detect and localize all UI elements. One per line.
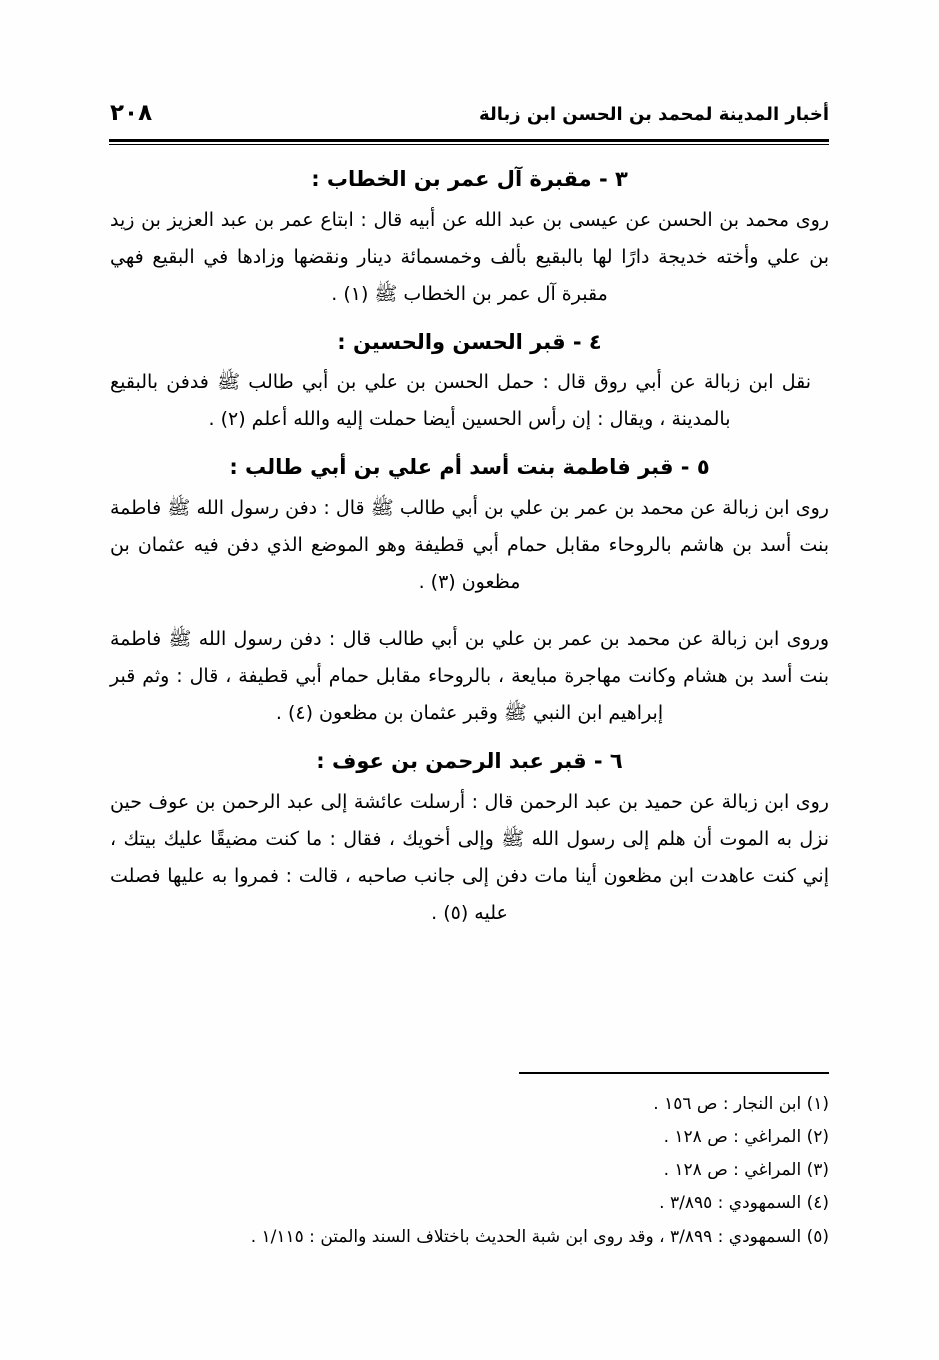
section-6-paragraph-1: روى ابن زبالة عن حميد بن عبد الرحمن قال : أرسلت عائشة إلى عبد الرحمن بن عوف حين نزل به الموت أن هلم إلى رسول الله ﷺ وإلى أخويك ، فقال : ما كنت مضيقًا عليك بيتك ، إني كنت عاهدت ابن مظعون أينا مات دفن إلى جانب صاحبه ، قالت : فمروا به عليها فصلت عليه (٥) . (110, 790, 829, 924)
footnote-item: (٥) السمهودي : ٣/٨٩٩ ، وقد روى ابن شبة الحديث باختلاف السند والمتن : ١/١١٥ . (250, 1226, 829, 1247)
body-text-area (108, 162, 831, 938)
header-divider-rule (109, 139, 829, 145)
section-5-paragraph-1: روى ابن زبالة عن محمد بن عمر بن علي بن أبي طالب ﷺ قال : دفن رسول الله ﷺ فاطمة بنت أسد بن هاشم بالروحاء مقابل حمام أبي قطيفة وهو الموضع الذي دفن فيه عثمان بن مظعون (٣) . (110, 496, 829, 593)
footnote-item: (١) ابن النجار : ص ١٥٦ . (653, 1094, 829, 1114)
section-3-paragraph-1: روى محمد بن الحسن عن عيسى بن عبد الله عن أبيه قال : ابتاع عمر بن عبد العزيز بن زيد بن علي وأخته خديجة دارًا لها بالبقيع بألف وخمسمائة دينار ونقضها وزادها في البقيع فهي مقبرة آل عمر بن الخطاب ﷺ (١) . (110, 208, 829, 305)
section-heading-3: ٣ - مقبرة آل عمر بن الخطاب : (311, 167, 628, 191)
footnote-divider-rule (519, 1072, 829, 1074)
section-heading-6: ٦ - قبر عبد الرحمن بن عوف : (316, 749, 623, 774)
footnote-item: (٢) المراغي : ص ١٢٨ . (663, 1127, 829, 1148)
footnotes-block (108, 1088, 829, 1254)
section-4-paragraph-1: نقل ابن زبالة عن أبي روق قال : حمل الحسن بن علي بن أبي طالب ﷺ فدفن بالبقيع بالمدينة ، ويقال : إن رأس الحسين أيضا حملت إليه والله أعلم (٢) . (110, 371, 811, 431)
footnote-item: (٣) المراغي : ص ١٢٨ . (663, 1160, 829, 1181)
section-heading-5: ٥ - قبر فاطمة بنت أسد أم علي بن أبي طالب : (229, 455, 710, 480)
running-header (110, 100, 829, 126)
page-number: ٢٠٨ (110, 100, 153, 126)
section-heading-4: ٤ - قبر الحسن والحسين : (337, 329, 602, 354)
footnote-item: (٤) السمهودي : ٣/٨٩٥ . (659, 1193, 829, 1214)
book-title: أخبار المدينة لمحمد بن الحسن ابن زبالة (479, 104, 829, 125)
section-5-paragraph-2: وروى ابن زبالة عن محمد بن عمر بن علي بن أبي طالب قال : دفن رسول الله ﷺ فاطمة بنت أسد بن هشام وكانت مهاجرة مبايعة ، بالروحاء مقابل حمام أبي قطيفة ، قال : وثم قبر إبراهيم ابن النبي ﷺ وقبر عثمان بن مظعون (٤) . (110, 627, 829, 724)
